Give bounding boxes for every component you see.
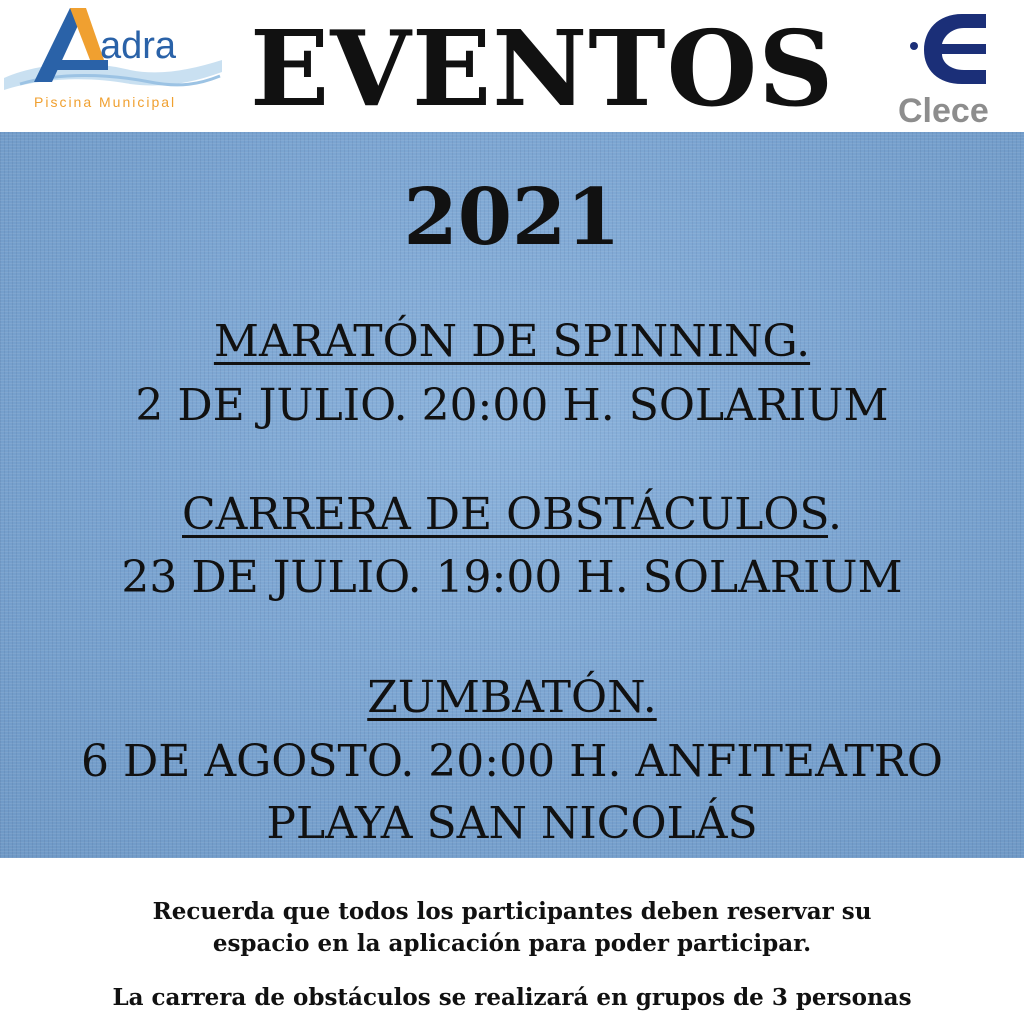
adra-logo-name: adra bbox=[100, 25, 177, 67]
event-2-title bbox=[0, 487, 1024, 543]
clece-logo bbox=[892, 6, 1012, 128]
event-3-title-text: ZUMBATÓN. bbox=[367, 672, 657, 723]
header bbox=[0, 0, 1024, 132]
event-2-title-text: CARRERA DE OBSTÁCULOS bbox=[182, 489, 828, 540]
event-2-title-suffix: . bbox=[827, 489, 842, 540]
page-title: EVENTOS bbox=[250, 7, 835, 130]
event-1-title-text: MARATÓN DE SPINNING. bbox=[213, 316, 811, 367]
footer-note-line1: Recuerda que todos los participantes deben reservar su bbox=[152, 898, 872, 925]
year-heading: 2021 bbox=[403, 172, 621, 263]
event-3-details-line2: PLAYA SAN NICOLÁS bbox=[266, 798, 758, 849]
event-3-details: 6 DE AGOSTO. 20:00 H. ANFITEATRO bbox=[80, 736, 944, 787]
event-1-details: 2 DE JULIO. 20:00 H. SOLARIUM bbox=[135, 380, 889, 431]
event-1-title bbox=[0, 314, 1024, 370]
event-2-details: 23 DE JULIO. 19:00 H. SOLARIUM bbox=[121, 552, 903, 603]
footer-note-line3: La carrera de obstáculos se realizará en grupos de 3 personas bbox=[112, 984, 912, 1011]
footer-note-line2: espacio en la aplicación para poder participar. bbox=[212, 930, 812, 957]
clece-logo-name: Clece bbox=[898, 92, 989, 128]
event-3-title bbox=[0, 670, 1024, 726]
adra-logo bbox=[0, 0, 230, 120]
adra-logo-subtitle: Piscina Municipal bbox=[34, 94, 177, 110]
